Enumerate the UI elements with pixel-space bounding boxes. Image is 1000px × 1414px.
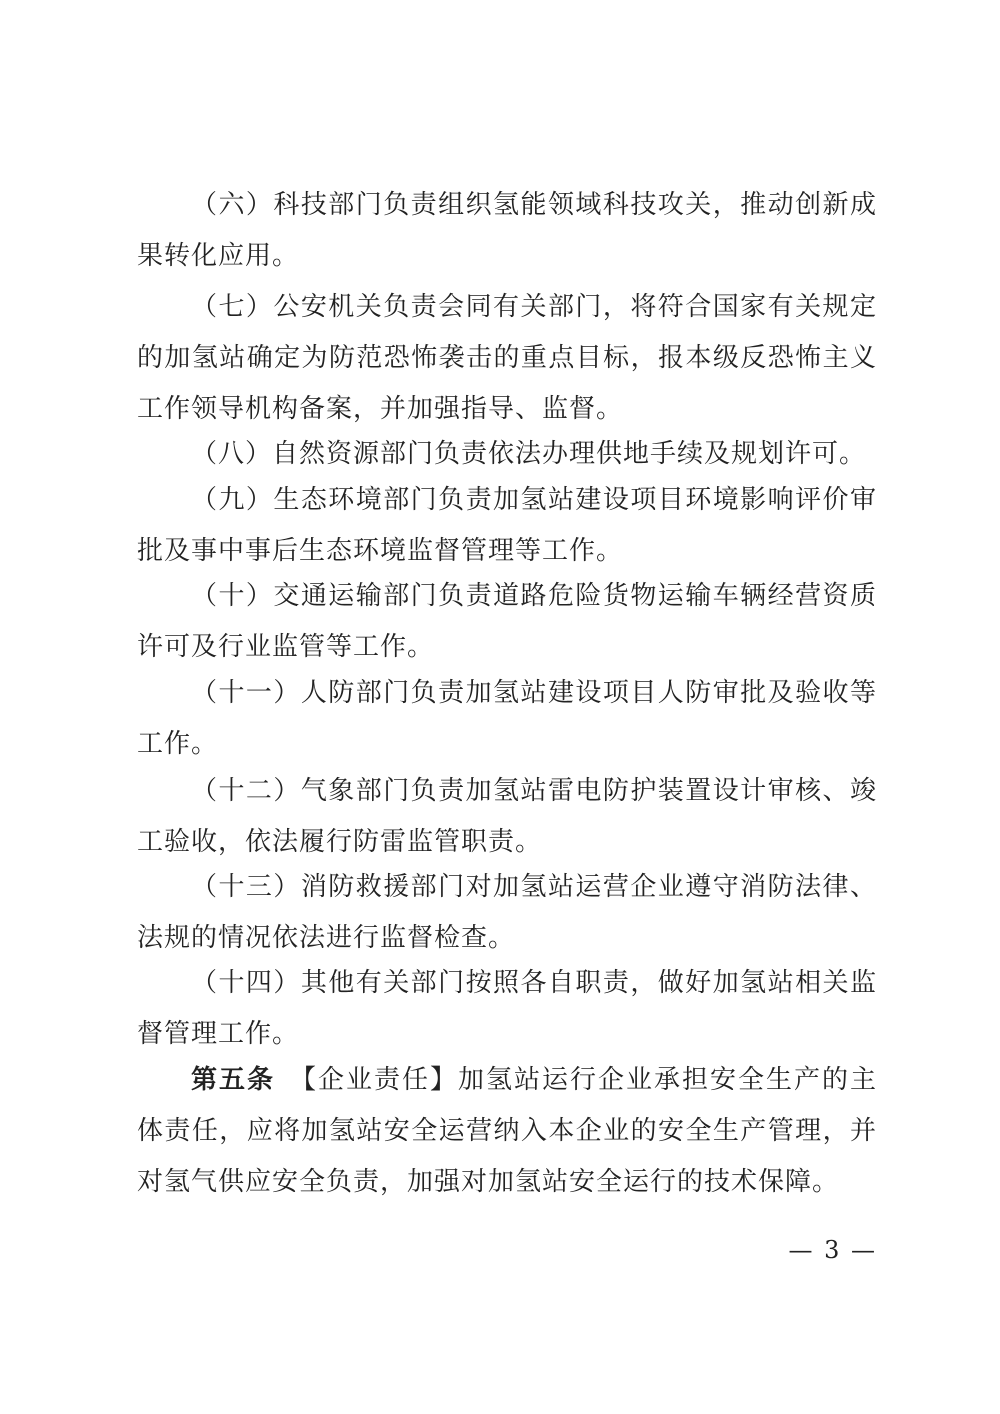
paragraph-6: （六）科技部门负责组织氢能领域科技攻关，推动创新成果转化应用。: [137, 190, 877, 271]
paragraph-12: （十二）气象部门负责加氢站雷电防护装置设计审核、竣工验收，依法履行防雷监管职责。: [137, 776, 877, 857]
paragraph-10: （十）交通运输部门负责道路危险货物运输车辆经营资质许可及行业监管等工作。: [137, 581, 877, 662]
paragraph-11: （十一）人防部门负责加氢站建设项目人防审批及验收等工作。: [137, 678, 877, 759]
paragraph-13: （十三）消防救援部门对加氢站运营企业遵守消防法律、法规的情况依法进行监督检查。: [137, 872, 877, 953]
article-5: [137, 1055, 877, 1208]
page-number: — 3 —: [788, 1236, 877, 1264]
paragraph-8: （八）自然资源部门负责依法办理供地手续及规划许可。: [191, 439, 867, 469]
paragraph-9: （九）生态环境部门负责加氢站建设项目环境影响评价审批及事中事后生态环境监督管理等工作。: [137, 485, 877, 566]
paragraph-7: （七）公安机关负责会同有关部门，将符合国家有关规定的加氢站确定为防范恐怖袭击的重点目标，报本级反恐怖主义工作领导机构备案，并加强指导、监督。: [137, 292, 877, 424]
article-heading: 第五条: [191, 1065, 275, 1095]
paragraph-14: （十四）其他有关部门按照各自职责，做好加氢站相关监督管理工作。: [137, 968, 877, 1049]
article-body: 【企业责任】加氢站运行企业承担安全生产的主体责任，应将加氢站安全运营纳入本企业的安全生产管理，并对氢气供应安全负责，加强对加氢站安全运行的技术保障。: [137, 1065, 877, 1197]
